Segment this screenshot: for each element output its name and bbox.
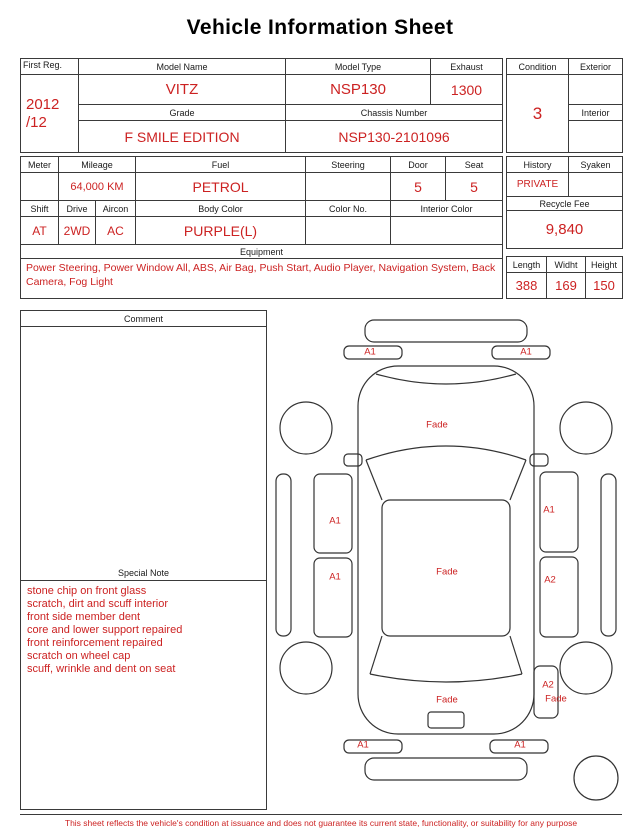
grade-label: Grade bbox=[79, 105, 286, 121]
length-label: Length bbox=[507, 257, 547, 273]
front-left-trim-shape bbox=[344, 346, 402, 359]
mileage-value: 64,000 KM bbox=[59, 173, 136, 201]
windshield-pillar-right bbox=[510, 460, 526, 500]
wheel-rear-right bbox=[560, 642, 612, 694]
door-rear-right-shape bbox=[540, 557, 578, 637]
damage-mark: A1 bbox=[329, 515, 341, 527]
mileage-label: Mileage bbox=[59, 157, 136, 173]
car-body-shape bbox=[358, 366, 534, 734]
sill-right-shape bbox=[601, 474, 616, 636]
interior-color-label: Interior Color bbox=[391, 201, 503, 217]
model-type-value: NSP130 bbox=[286, 75, 431, 105]
mirror-right-shape bbox=[530, 454, 548, 466]
height-value: 150 bbox=[586, 273, 623, 299]
exhaust-label: Exhaust bbox=[431, 59, 503, 75]
steering-label: Steering bbox=[306, 157, 391, 173]
aircon-value: AC bbox=[96, 217, 136, 245]
wheel-front-right bbox=[560, 402, 612, 454]
identity-table bbox=[20, 58, 503, 153]
color-no-value bbox=[306, 217, 391, 245]
rear-window-line bbox=[370, 674, 522, 682]
chassis-number-value: NSP130-2101096 bbox=[286, 121, 503, 153]
sill-left-shape bbox=[276, 474, 291, 636]
special-note-line: front reinforcement repaired bbox=[27, 636, 163, 649]
equipment-value: Power Steering, Power Window All, ABS, Air Bag, Push Start, Audio Player, Navigation System, Back Camera, Fog Light bbox=[21, 259, 503, 299]
first-reg-month: /12 bbox=[26, 113, 47, 131]
door-value: 5 bbox=[391, 173, 446, 201]
spare-tire-shape bbox=[574, 756, 618, 800]
car-diagram-panel bbox=[270, 310, 622, 810]
meter-value bbox=[21, 173, 59, 201]
steering-value bbox=[306, 173, 391, 201]
license-plate-shape bbox=[428, 712, 464, 728]
mirror-left-shape bbox=[344, 454, 362, 466]
shift-label: Shift bbox=[21, 201, 59, 217]
seat-label: Seat bbox=[446, 157, 503, 173]
body-color-value: PURPLE(L) bbox=[136, 217, 306, 245]
rear-pillar-left bbox=[370, 636, 382, 674]
syaken-label: Syaken bbox=[569, 157, 623, 173]
first-reg-value bbox=[21, 75, 79, 153]
special-note-line: stone chip on front glass bbox=[27, 585, 147, 597]
special-note-header: Special Note bbox=[21, 565, 266, 581]
disclaimer: This sheet reflects the vehicle's condition at issuance and does not guarantee its current state, functionality, or suitability for any purpose bbox=[20, 814, 622, 828]
fuel-value: PETROL bbox=[136, 173, 306, 201]
special-note-line: core and lower support repaired bbox=[27, 623, 183, 636]
damage-mark: Fade bbox=[436, 566, 458, 578]
chassis-number-label: Chassis Number bbox=[286, 105, 503, 121]
damage-mark: A1 bbox=[543, 504, 555, 516]
damage-mark: A1 bbox=[514, 739, 526, 751]
model-name-value: VITZ bbox=[79, 75, 286, 105]
hood-front-line bbox=[376, 374, 516, 384]
door-rear-left-shape bbox=[314, 558, 352, 637]
aircon-label: Aircon bbox=[96, 201, 136, 217]
history-table bbox=[506, 156, 623, 249]
damage-mark: Fade bbox=[436, 694, 458, 706]
roof-shape bbox=[382, 500, 510, 636]
door-front-right-shape bbox=[540, 472, 578, 552]
exhaust-value: 1300 bbox=[431, 75, 503, 105]
windshield-pillar-left bbox=[366, 460, 382, 500]
condition-table bbox=[506, 58, 623, 153]
condition-value: 3 bbox=[507, 75, 569, 153]
recycle-fee-label: Recycle Fee bbox=[507, 197, 623, 211]
model-type-label: Model Type bbox=[286, 59, 431, 75]
first-reg-year: 2012 bbox=[26, 96, 60, 114]
color-no-label: Color No. bbox=[306, 201, 391, 217]
recycle-fee-value: 9,840 bbox=[507, 211, 623, 249]
car-diagram bbox=[270, 310, 622, 810]
equipment-label: Equipment bbox=[21, 245, 503, 259]
rear-right-trim-shape bbox=[490, 740, 548, 753]
special-note-line: scratch, dirt and scuff interior bbox=[27, 597, 169, 610]
damage-mark: A1 bbox=[364, 346, 376, 358]
rear-quarter-right-shape bbox=[534, 666, 558, 718]
syaken-value bbox=[569, 173, 623, 197]
damage-mark: A2 bbox=[544, 574, 556, 586]
special-note-list bbox=[21, 581, 266, 809]
grade-value: F SMILE EDITION bbox=[79, 121, 286, 153]
exterior-value bbox=[569, 75, 623, 105]
door-label: Door bbox=[391, 157, 446, 173]
comment-panel bbox=[20, 310, 267, 810]
hood-base-line bbox=[366, 446, 526, 460]
model-name-label: Model Name bbox=[79, 59, 286, 75]
rear-bumper-shape bbox=[365, 758, 527, 780]
history-label: History bbox=[507, 157, 569, 173]
front-bumper-shape bbox=[365, 320, 527, 342]
rear-pillar-right bbox=[510, 636, 522, 674]
drive-label: Drive bbox=[59, 201, 96, 217]
meter-label: Meter bbox=[21, 157, 59, 173]
interior-value bbox=[569, 121, 623, 153]
special-note-line: scuff, wrinkle and dent on seat bbox=[27, 662, 176, 675]
specs-table bbox=[20, 156, 503, 299]
page-title: Vehicle Information Sheet bbox=[186, 16, 454, 39]
width-label: Widht bbox=[547, 257, 586, 273]
damage-mark: A1 bbox=[520, 346, 532, 358]
damage-mark: A2 bbox=[542, 679, 554, 691]
fuel-label: Fuel bbox=[136, 157, 306, 173]
front-right-trim-shape bbox=[492, 346, 550, 359]
width-value: 169 bbox=[547, 273, 586, 299]
dimensions-table bbox=[506, 256, 623, 299]
body-color-label: Body Color bbox=[136, 201, 306, 217]
special-note-line: scratch on wheel cap bbox=[27, 649, 131, 662]
wheel-rear-left bbox=[280, 642, 332, 694]
interior-color-value bbox=[391, 217, 503, 245]
damage-mark: A1 bbox=[329, 571, 341, 583]
damage-mark: Fade bbox=[426, 419, 448, 431]
damage-mark: A1 bbox=[357, 739, 369, 751]
condition-label: Condition bbox=[507, 59, 569, 75]
shift-value: AT bbox=[21, 217, 59, 245]
history-value: PRIVATE bbox=[507, 173, 569, 197]
wheel-front-left bbox=[280, 402, 332, 454]
rear-left-trim-shape bbox=[344, 740, 402, 753]
length-value: 388 bbox=[507, 273, 547, 299]
special-note-line: front side member dent bbox=[27, 610, 141, 623]
door-front-left-shape bbox=[314, 474, 352, 553]
first-reg-label: First Reg. bbox=[21, 59, 79, 75]
height-label: Height bbox=[586, 257, 623, 273]
comment-header: Comment bbox=[21, 311, 266, 327]
seat-value: 5 bbox=[446, 173, 503, 201]
exterior-label: Exterior bbox=[569, 59, 623, 75]
comment-area bbox=[21, 327, 266, 565]
damage-mark: Fade bbox=[545, 693, 567, 705]
drive-value: 2WD bbox=[59, 217, 96, 245]
interior-label: Interior bbox=[569, 105, 623, 121]
